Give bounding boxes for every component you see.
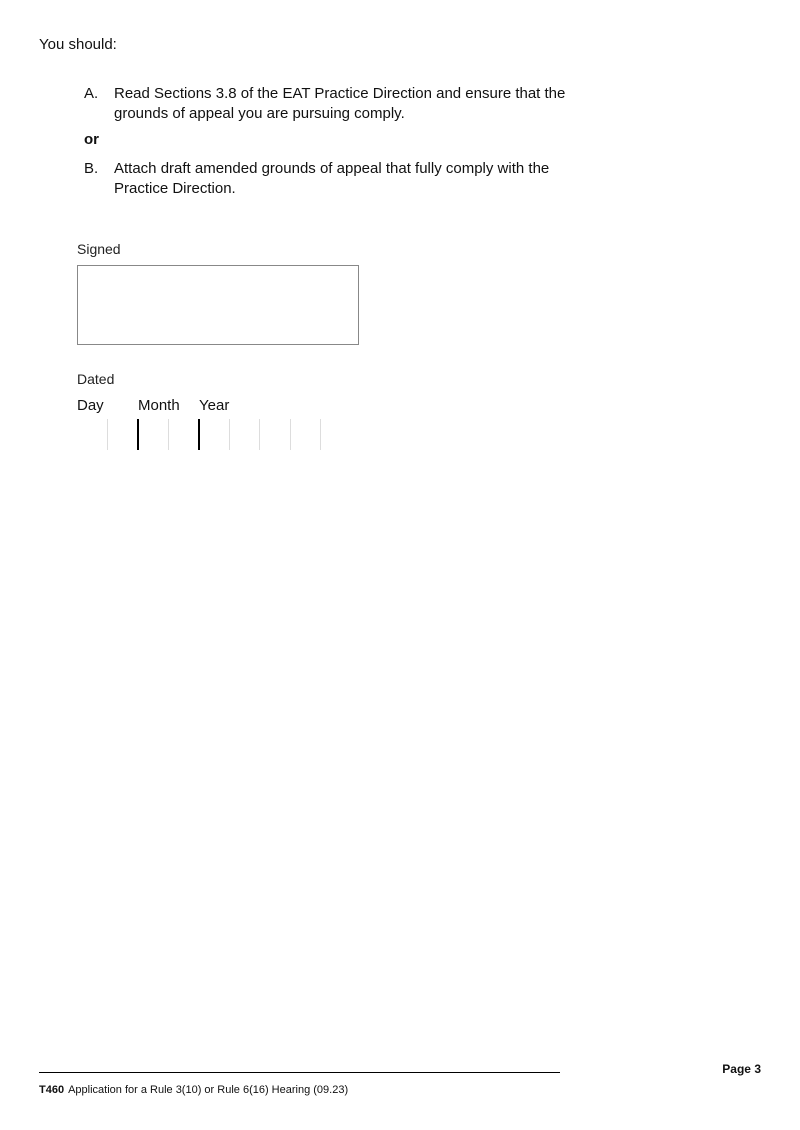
footer-form-title <box>39 1084 348 1096</box>
item-a-letter: A. <box>84 85 99 102</box>
month-digit-1[interactable] <box>139 419 169 450</box>
year-digit-3[interactable] <box>259 419 289 450</box>
item-b-text: Attach draft amended grounds of appeal that fully comply with the Practice Direction. <box>114 160 550 197</box>
year-digit-2[interactable] <box>229 419 259 450</box>
form-title: Application for a Rule 3(10) or Rule 6(16) Hearing (09.23) <box>68 1084 349 1096</box>
date-input-group <box>77 419 323 450</box>
day-digit-2[interactable] <box>107 419 137 450</box>
intro-text: You should: <box>39 36 117 53</box>
signature-field[interactable] <box>77 265 359 345</box>
year-label: Year <box>199 397 230 414</box>
item-b-letter: B. <box>84 160 99 177</box>
footer-divider <box>39 1072 560 1073</box>
signed-label: Signed <box>77 241 121 257</box>
or-label: or <box>84 131 99 148</box>
form-code: T460 <box>39 1084 65 1096</box>
day-digit-1[interactable] <box>77 419 107 450</box>
year-digit-1[interactable] <box>200 419 230 450</box>
page-number: Page 3 <box>722 1062 761 1076</box>
dated-label: Dated <box>77 371 115 387</box>
item-a-text: Read Sections 3.8 of the EAT Practice Direction and ensure that the grounds of appeal you are pursuing comply. <box>114 85 566 122</box>
month-label: Month <box>138 397 180 414</box>
month-digit-2[interactable] <box>168 419 198 450</box>
day-label: Day <box>77 397 104 414</box>
year-digit-4[interactable] <box>290 419 321 450</box>
